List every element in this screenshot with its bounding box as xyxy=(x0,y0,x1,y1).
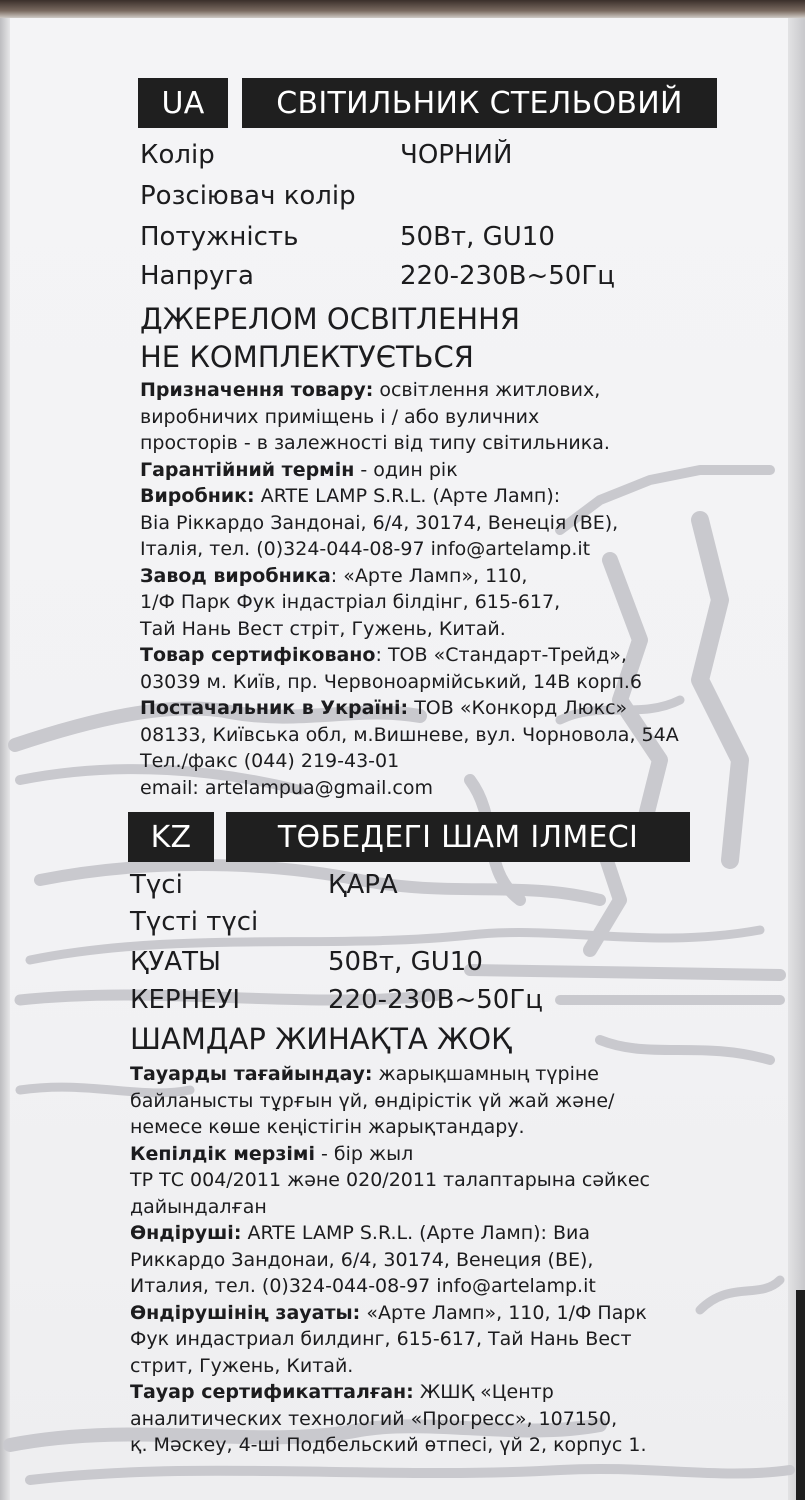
ua-supplier-line: Тел./факс (044) 219-43-01 xyxy=(140,750,400,772)
ua-details xyxy=(140,377,679,801)
kz-spec-value: ҚАРА xyxy=(328,870,398,900)
ua-spec-label: Колір xyxy=(140,140,215,170)
kz-warranty xyxy=(130,1141,650,1168)
ua-language-code: UA xyxy=(138,78,228,128)
kz-cert-line: аналитических технологий «Прогресс», 107150, xyxy=(130,1407,618,1430)
kz-cert-label: Тауар сертификатталған: xyxy=(130,1381,414,1403)
ua-cert-label: Товар сертифіковано xyxy=(140,644,376,666)
kz-purpose-line: немесе көше кеңістігін жарықтандару. xyxy=(130,1116,525,1138)
ua-notice-line1: ДЖЕРЕЛОМ ОСВІТЛЕННЯ xyxy=(140,302,521,336)
kz-purpose xyxy=(130,1061,650,1088)
kz-tr-line: дайындалған xyxy=(130,1195,267,1218)
ua-purpose-label: Призначення товару: xyxy=(140,379,374,401)
ua-supplier xyxy=(140,695,679,722)
kz-factory xyxy=(130,1300,650,1327)
kz-warranty-value: - бір жыл xyxy=(314,1142,414,1165)
ua-cert xyxy=(140,642,679,669)
kz-purpose-text: жарықшамның түріне xyxy=(372,1063,599,1085)
ua-maker xyxy=(140,483,679,510)
ua-maker-line: Італія, тел. (0)324-044-08-97 info@artelamp.it xyxy=(140,538,591,560)
kz-maker xyxy=(130,1220,650,1247)
ua-warranty xyxy=(140,457,679,484)
kz-factory-line: Фук индастриал билдинг, 615-617, Тай Нань Вест xyxy=(130,1328,632,1350)
ua-purpose-line: просторів - в залежності від типу світильника. xyxy=(140,432,610,454)
kz-notice: ШАМДАР ЖИНАҚТА ЖОҚ xyxy=(130,1022,512,1056)
ua-factory xyxy=(140,563,679,590)
kz-maker-label: Өндіруші: xyxy=(130,1222,242,1244)
kz-factory-line: стрит, Гужень, Китай. xyxy=(130,1354,354,1377)
kz-factory-text: «Арте Ламп», 110, 1/Ф Парк xyxy=(360,1301,647,1324)
box-left-edge xyxy=(0,18,10,1500)
ua-spec-value: ЧОРНИЙ xyxy=(400,140,513,170)
kz-maker-line: Риккардо Зандонаи, 6/4, 30174, Венеция (ВЕ), xyxy=(130,1248,594,1271)
ua-purpose xyxy=(140,377,679,404)
ua-spec-label: Потужність xyxy=(140,222,299,252)
box-right-edge xyxy=(788,18,805,1500)
ua-factory-label: Завод виробника xyxy=(140,564,331,587)
ua-supplier-email: email: artelampua@gmail.com xyxy=(140,776,433,799)
ua-spec-value: 50Вт, GU10 xyxy=(400,222,555,252)
ua-warranty-label: Гарантійний термін xyxy=(140,458,355,481)
kz-tr-line: ТР ТС 004/2011 және 020/2011 талаптарына сәйкес xyxy=(130,1169,650,1191)
ua-spec-label: Напруга xyxy=(140,261,254,291)
box-top-edge xyxy=(0,0,805,18)
ua-warranty-value: - один рік xyxy=(354,458,458,481)
kz-spec-value: 50Вт, GU10 xyxy=(328,947,483,977)
ua-product-title: СВІТИЛЬНИК СТЕЛЬОВИЙ xyxy=(242,78,717,128)
kz-product-title: ТӨБЕДЕГІ ШАМ ІЛМЕСІ xyxy=(226,812,690,862)
ua-spec-label: Розсіювач колір xyxy=(140,181,356,211)
kz-spec-label: КЕРНЕУІ xyxy=(130,985,241,1015)
ua-purpose-text: освітлення житлових, xyxy=(373,379,601,401)
ua-factory-line: Тай Нань Вест стріт, Гужень, Китай. xyxy=(140,617,506,640)
kz-details xyxy=(130,1061,650,1459)
kz-purpose-line: байланысты тұрғын үй, өндірістік үй жай және/ xyxy=(130,1089,615,1112)
ua-cert-line: 03039 м. Київ, пр. Червоноармійський, 14В корп.6 xyxy=(140,670,643,693)
kz-purpose-label: Тауарды тағайындау: xyxy=(130,1063,373,1085)
ua-maker-label: Виробник: xyxy=(140,485,255,507)
kz-factory-label: Өндірушінің зауаты: xyxy=(130,1301,361,1324)
ua-factory-line: 1/Ф Парк Фук індастріал білдінг, 615-617, xyxy=(140,591,561,613)
ua-maker-text: ARTE LAMP S.R.L. (Арте Ламп): xyxy=(254,485,561,507)
kz-maker-line: Италия, тел. (0)324-044-08-97 info@artelamp.it xyxy=(130,1275,596,1297)
kz-cert-line: қ. Мәскеу, 4-ші Подбельский өтпесі, үй 2, корпус 1. xyxy=(130,1434,647,1456)
kz-cert-text: ЖШҚ «Центр xyxy=(413,1381,554,1403)
ua-supplier-text: ТОВ «Конкорд Люкс» xyxy=(408,697,628,719)
kz-spec-value: 220-230В~50Гц xyxy=(328,985,543,1015)
kz-spec-label: Түсті түсі xyxy=(130,907,259,937)
ua-spec-value: 220-230В~50Гц xyxy=(400,261,615,291)
kz-maker-text: ARTE LAMP S.R.L. (Арте Ламп): Виа xyxy=(241,1222,590,1244)
ua-cert-text: : ТОВ «Стандарт-Трейд», xyxy=(375,644,627,666)
kz-spec-label: Түсі xyxy=(130,870,183,900)
ua-supplier-label: Постачальник в Україні: xyxy=(140,697,409,719)
kz-warranty-label: Кепілдік мерзімі xyxy=(130,1142,315,1165)
kz-spec-label: ҚУАТЫ xyxy=(130,947,221,977)
box-dark-strip xyxy=(796,1290,805,1500)
kz-cert xyxy=(130,1379,650,1406)
ua-notice-line2: НЕ КОМПЛЕКТУЄТЬСЯ xyxy=(140,340,474,374)
ua-supplier-line: 08133, Київська обл, м.Вишневе, вул. Чорновола, 54А xyxy=(140,723,679,746)
ua-maker-line: Віа Ріккардо Зандонаі, 6/4, 30174, Венеція (ВЕ), xyxy=(140,511,619,534)
ua-purpose-line: виробничих приміщень і / або вуличних xyxy=(140,405,540,428)
ua-factory-text: : «Арте Ламп», 110, xyxy=(330,564,528,587)
kz-language-code: KZ xyxy=(128,812,214,862)
